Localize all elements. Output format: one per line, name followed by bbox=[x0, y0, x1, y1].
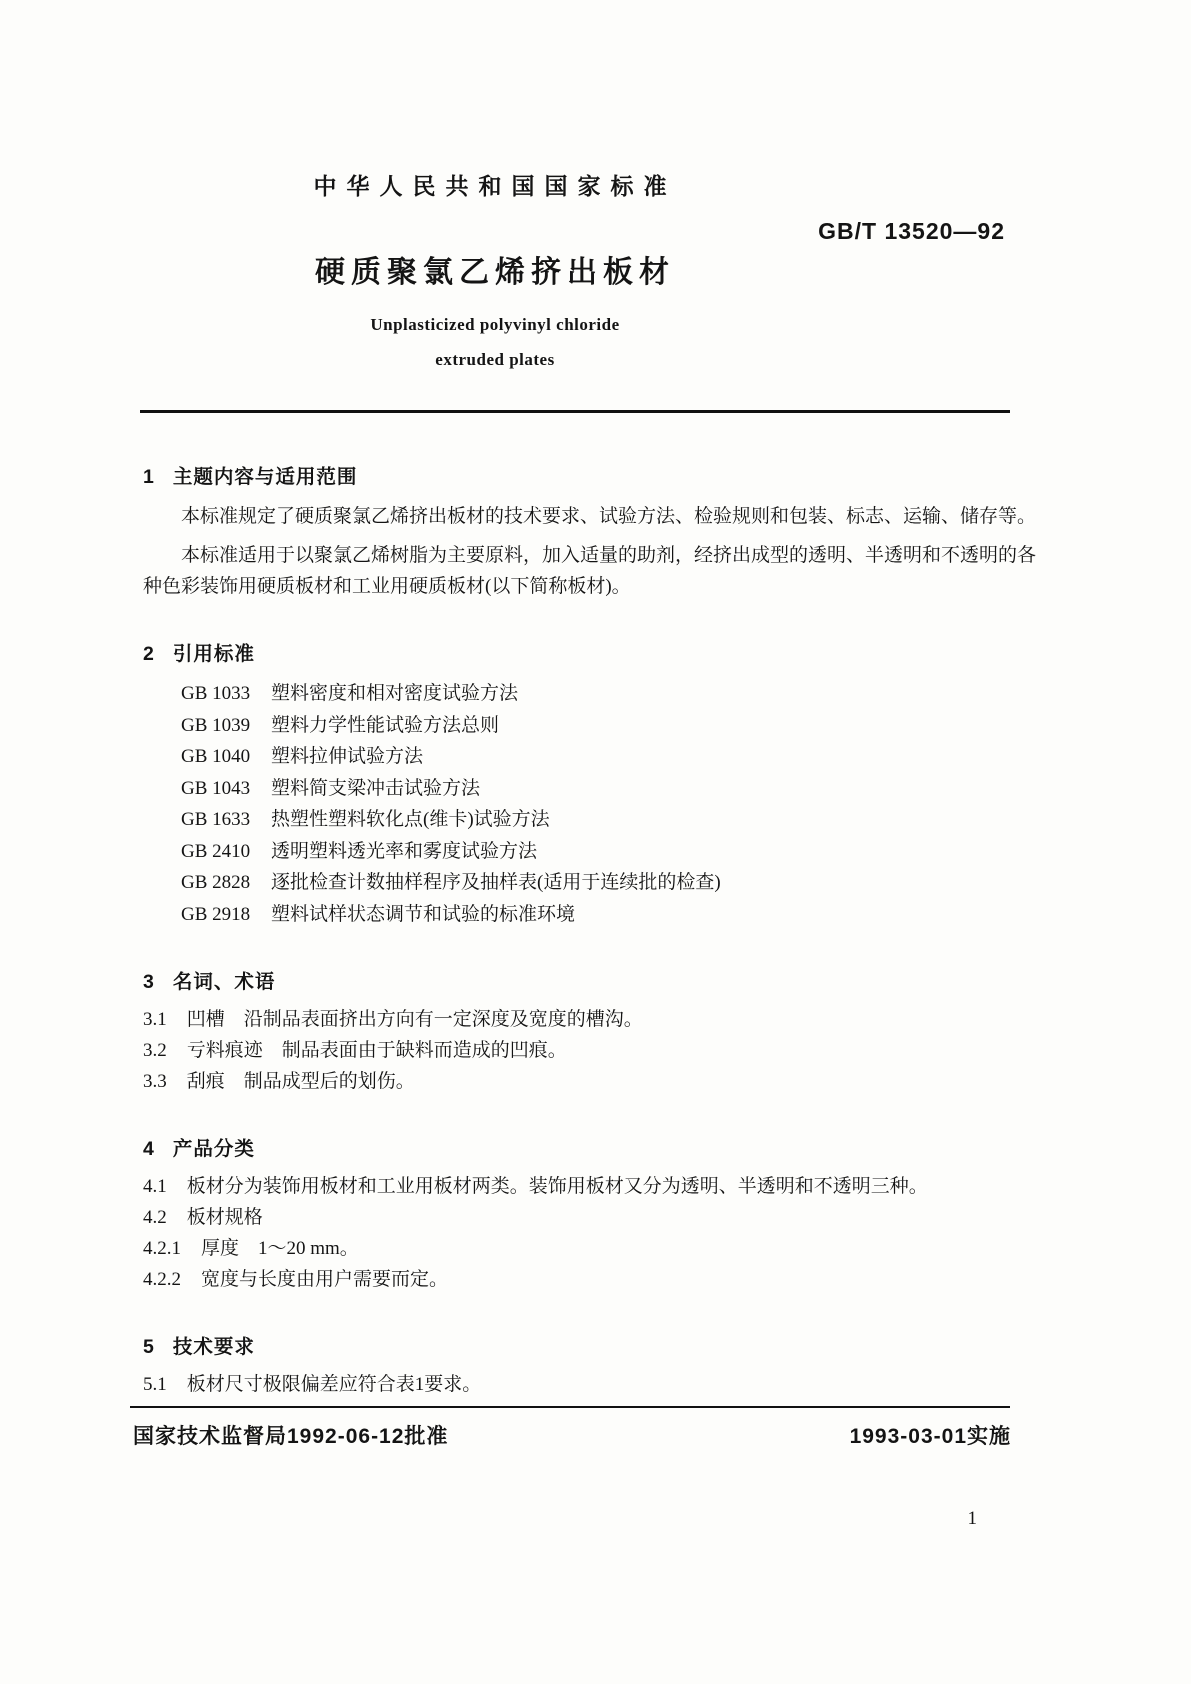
reference-code: GB 1043 bbox=[181, 777, 251, 799]
clause-text: 亏料痕迹 制品表面由于缺料而造成的凹痕。 bbox=[186, 1040, 567, 1061]
reference-title: 塑料简支梁冲击试验方法 bbox=[271, 777, 481, 799]
reference-row bbox=[181, 867, 1048, 899]
reference-row bbox=[181, 899, 1048, 931]
clause-text: 板材尺寸极限偏差应符合表1要求。 bbox=[186, 1374, 482, 1395]
clause-row bbox=[143, 1004, 1048, 1035]
section-2-number: 2 bbox=[143, 643, 155, 665]
standard-code: GB/T 13520—92 bbox=[818, 218, 1005, 244]
header-center-column bbox=[140, 168, 850, 370]
header-rule bbox=[140, 410, 1010, 413]
section-5-number: 5 bbox=[143, 1336, 155, 1358]
document-header bbox=[0, 0, 1191, 413]
clause-number: 3.2 bbox=[143, 1040, 167, 1061]
clause-row bbox=[143, 1369, 1048, 1400]
section-2-heading bbox=[143, 638, 1048, 666]
reference-row bbox=[181, 710, 1048, 742]
section-5-title: 技术要求 bbox=[172, 1336, 255, 1358]
clause-row bbox=[143, 1066, 1048, 1097]
clause-number: 4.2.1 bbox=[143, 1238, 181, 1259]
reference-list bbox=[143, 678, 1048, 930]
section-2-title: 引用标准 bbox=[172, 643, 255, 665]
reference-code: GB 2918 bbox=[181, 903, 251, 925]
document-footer bbox=[133, 1420, 1011, 1450]
reference-title: 塑料密度和相对密度试验方法 bbox=[271, 683, 519, 704]
footer-rule bbox=[130, 1406, 1010, 1408]
clause-text: 刮痕 制品成型后的划伤。 bbox=[186, 1071, 415, 1092]
reference-title: 塑料力学性能试验方法总则 bbox=[271, 714, 500, 736]
section-5-items bbox=[143, 1369, 1048, 1400]
reference-code: GB 1040 bbox=[181, 746, 251, 767]
section-1-heading bbox=[143, 461, 1048, 489]
section-5-heading bbox=[143, 1331, 1048, 1359]
clause-number: 3.3 bbox=[143, 1071, 167, 1092]
section-1-paragraph-2: 本标准适用于以聚氯乙烯树脂为主要原料，加入适量的助剂，经挤出成型的透明、半透明和不透明的各种色彩装饰用硬质板材和工业用硬质板材(以下简称板材)。 bbox=[143, 545, 1037, 597]
clause-text: 板材分为装饰用板材和工业用板材两类。装饰用板材又分为透明、半透明和不透明三种。 bbox=[186, 1176, 928, 1197]
clause-number: 5.1 bbox=[143, 1374, 167, 1395]
clause-text: 厚度 1～20 mm。 bbox=[201, 1238, 359, 1259]
reference-code: GB 1633 bbox=[181, 809, 251, 830]
clause-text: 凹槽 沿制品表面挤出方向有一定深度及宽度的槽沟。 bbox=[186, 1009, 643, 1030]
section-3-title: 名词、术语 bbox=[172, 971, 276, 993]
clause-number: 4.2 bbox=[143, 1207, 167, 1228]
section-1-paragraph-1: 本标准规定了硬质聚氯乙烯挤出板材的技术要求、试验方法、检验规则和包装、标志、运输、储存等。 bbox=[181, 506, 1037, 527]
section-3-number: 3 bbox=[143, 971, 155, 993]
reference-row bbox=[181, 804, 1048, 836]
clause-row bbox=[143, 1264, 1048, 1295]
reference-code: GB 1039 bbox=[181, 714, 251, 736]
reference-row bbox=[181, 773, 1048, 805]
document-title-english-line1: Unplasticized polyvinyl chloride bbox=[370, 315, 620, 334]
clause-number: 4.1 bbox=[143, 1176, 167, 1197]
section-4-title: 产品分类 bbox=[172, 1138, 255, 1160]
clause-number: 4.2.2 bbox=[143, 1269, 181, 1290]
section-1-number: 1 bbox=[143, 466, 155, 488]
implementation-text: 1993-03-01实施 bbox=[849, 1425, 1011, 1448]
reference-row bbox=[181, 678, 1048, 710]
clause-text: 宽度与长度由用户需要而定。 bbox=[201, 1269, 449, 1290]
reference-code: GB 2828 bbox=[181, 872, 251, 893]
reference-title: 塑料试样状态调节和试验的标准环境 bbox=[271, 903, 576, 925]
section-4-number: 4 bbox=[143, 1138, 155, 1160]
reference-row bbox=[181, 741, 1048, 773]
clause-row bbox=[143, 1035, 1048, 1066]
document-title-english-line2: extruded plates bbox=[435, 350, 555, 369]
approval-text: 国家技术监督局1992-06-12批准 bbox=[133, 1425, 449, 1448]
clause-number: 3.1 bbox=[143, 1009, 167, 1030]
reference-row bbox=[181, 836, 1048, 868]
clause-row bbox=[143, 1233, 1048, 1264]
clause-row bbox=[143, 1171, 1048, 1202]
reference-title: 逐批检查计数抽样程序及抽样表(适用于连续批的检查) bbox=[271, 872, 721, 893]
national-standard-label: 中华人民共和国国家标准 bbox=[313, 173, 677, 199]
reference-title: 塑料拉伸试验方法 bbox=[271, 746, 424, 767]
section-1-title: 主题内容与适用范围 bbox=[172, 466, 358, 488]
section-3-heading bbox=[143, 966, 1048, 994]
document-title-chinese: 硬质聚氯乙烯挤出板材 bbox=[315, 256, 675, 289]
clause-text: 板材规格 bbox=[186, 1207, 263, 1228]
page-number: 1 bbox=[967, 1508, 977, 1529]
clause-row bbox=[143, 1202, 1048, 1233]
reference-code: GB 2410 bbox=[181, 840, 251, 862]
reference-title: 透明塑料透光率和雾度试验方法 bbox=[271, 840, 538, 862]
section-3-items bbox=[143, 1004, 1048, 1097]
document-body bbox=[0, 461, 1191, 1400]
reference-code: GB 1033 bbox=[181, 683, 251, 704]
reference-title: 热塑性塑料软化点(维卡)试验方法 bbox=[271, 809, 550, 830]
section-4-heading bbox=[143, 1133, 1048, 1161]
section-4-items bbox=[143, 1171, 1048, 1295]
